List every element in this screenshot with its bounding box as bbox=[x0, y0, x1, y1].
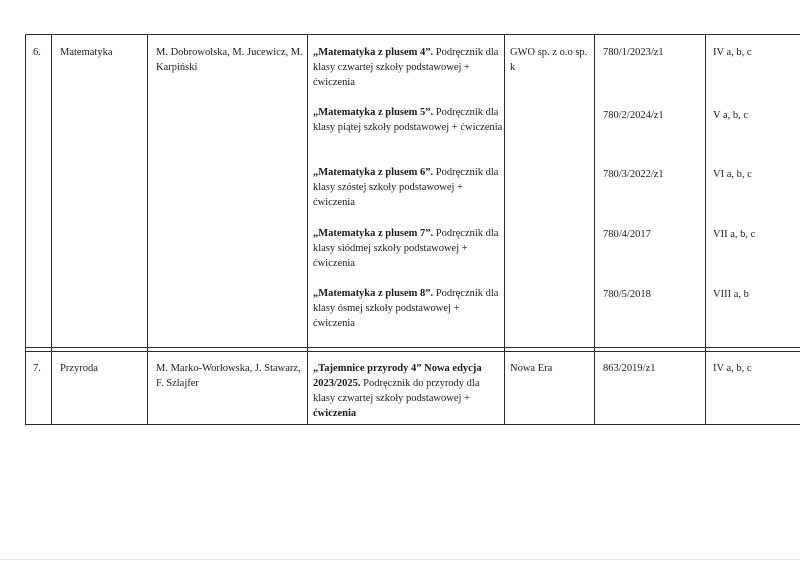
textbook-suffix: ćwiczenia bbox=[313, 408, 357, 419]
column-divider bbox=[147, 34, 148, 425]
approval-number: 863/2019/z1 bbox=[603, 363, 656, 374]
authors: M. Dobrowolska, M. Jucewicz, M. Karpiński bbox=[156, 47, 303, 73]
class-list: IV a, b, c bbox=[713, 363, 752, 374]
textbook-description bbox=[313, 45, 503, 90]
column-divider bbox=[705, 34, 706, 425]
class-list: VIII a, b bbox=[713, 289, 749, 300]
textbook-title: „Matematyka z plusem 7”. bbox=[313, 228, 434, 239]
textbook-description bbox=[313, 361, 503, 421]
authors: M. Marko-Worłowska, J. Stawarz, F. Szlajfer bbox=[156, 363, 301, 389]
class-list: VI a, b, c bbox=[713, 169, 752, 180]
textbook-description bbox=[313, 165, 503, 210]
textbook-details: Podręcznik dla klasy siódmej szkoły podstawowej + ćwiczenia bbox=[313, 228, 499, 269]
approval-number: 780/5/2018 bbox=[603, 289, 651, 300]
table-bottom-border bbox=[25, 424, 800, 425]
textbook-title: „Tajemnice przyrody 4” Nowa edycja 2023/2025. bbox=[313, 363, 482, 389]
textbook-title: „Matematyka z plusem 5”. bbox=[313, 107, 434, 118]
textbook-details: Podręcznik dla klasy piątej szkoły podstawowej + ćwiczenia bbox=[313, 107, 503, 133]
approval-number: 780/3/2022/z1 bbox=[603, 169, 664, 180]
table-top-border bbox=[25, 34, 800, 35]
approval-number: 780/1/2023/z1 bbox=[603, 47, 664, 58]
row-divider bbox=[25, 347, 800, 348]
row-divider-lower bbox=[25, 351, 800, 352]
column-divider bbox=[307, 34, 308, 425]
textbook-title: „Matematyka z plusem 6”. bbox=[313, 167, 434, 178]
scan-edge bbox=[0, 559, 800, 560]
column-divider bbox=[594, 34, 595, 425]
textbook-details: Podręcznik dla klasy czwartej szkoły podstawowej + ćwiczenia bbox=[313, 47, 499, 88]
class-list: VII a, b, c bbox=[713, 229, 756, 240]
row-number: 7. bbox=[33, 363, 41, 374]
textbook-details: Podręcznik dla klasy ósmej szkoły podstawowej + ćwiczenia bbox=[313, 288, 499, 329]
publisher: Nowa Era bbox=[510, 363, 553, 374]
approval-number: 780/2/2024/z1 bbox=[603, 110, 664, 121]
approval-number: 780/4/2017 bbox=[603, 229, 651, 240]
class-list: V a, b, c bbox=[713, 110, 749, 121]
class-list: IV a, b, c bbox=[713, 47, 752, 58]
column-divider bbox=[504, 34, 505, 425]
row-number: 6. bbox=[33, 47, 41, 58]
textbook-description bbox=[313, 105, 503, 135]
textbook-details: Podręcznik dla klasy szóstej szkoły podstawowej + ćwiczenia bbox=[313, 167, 499, 208]
textbook-description bbox=[313, 286, 503, 331]
textbook-title: „Matematyka z plusem 8”. bbox=[313, 288, 434, 299]
column-divider bbox=[51, 34, 52, 425]
subject-name: Przyroda bbox=[60, 363, 98, 374]
column-divider bbox=[25, 34, 26, 425]
subject-name: Matematyka bbox=[60, 47, 113, 58]
textbook-title: „Matematyka z plusem 4”. bbox=[313, 47, 434, 58]
publisher: GWO sp. z o.o sp. k bbox=[510, 47, 588, 73]
textbook-details: Podręcznik do przyrody dla klasy czwartej szkoły podstawowej + bbox=[313, 378, 480, 404]
textbook-description bbox=[313, 226, 503, 271]
